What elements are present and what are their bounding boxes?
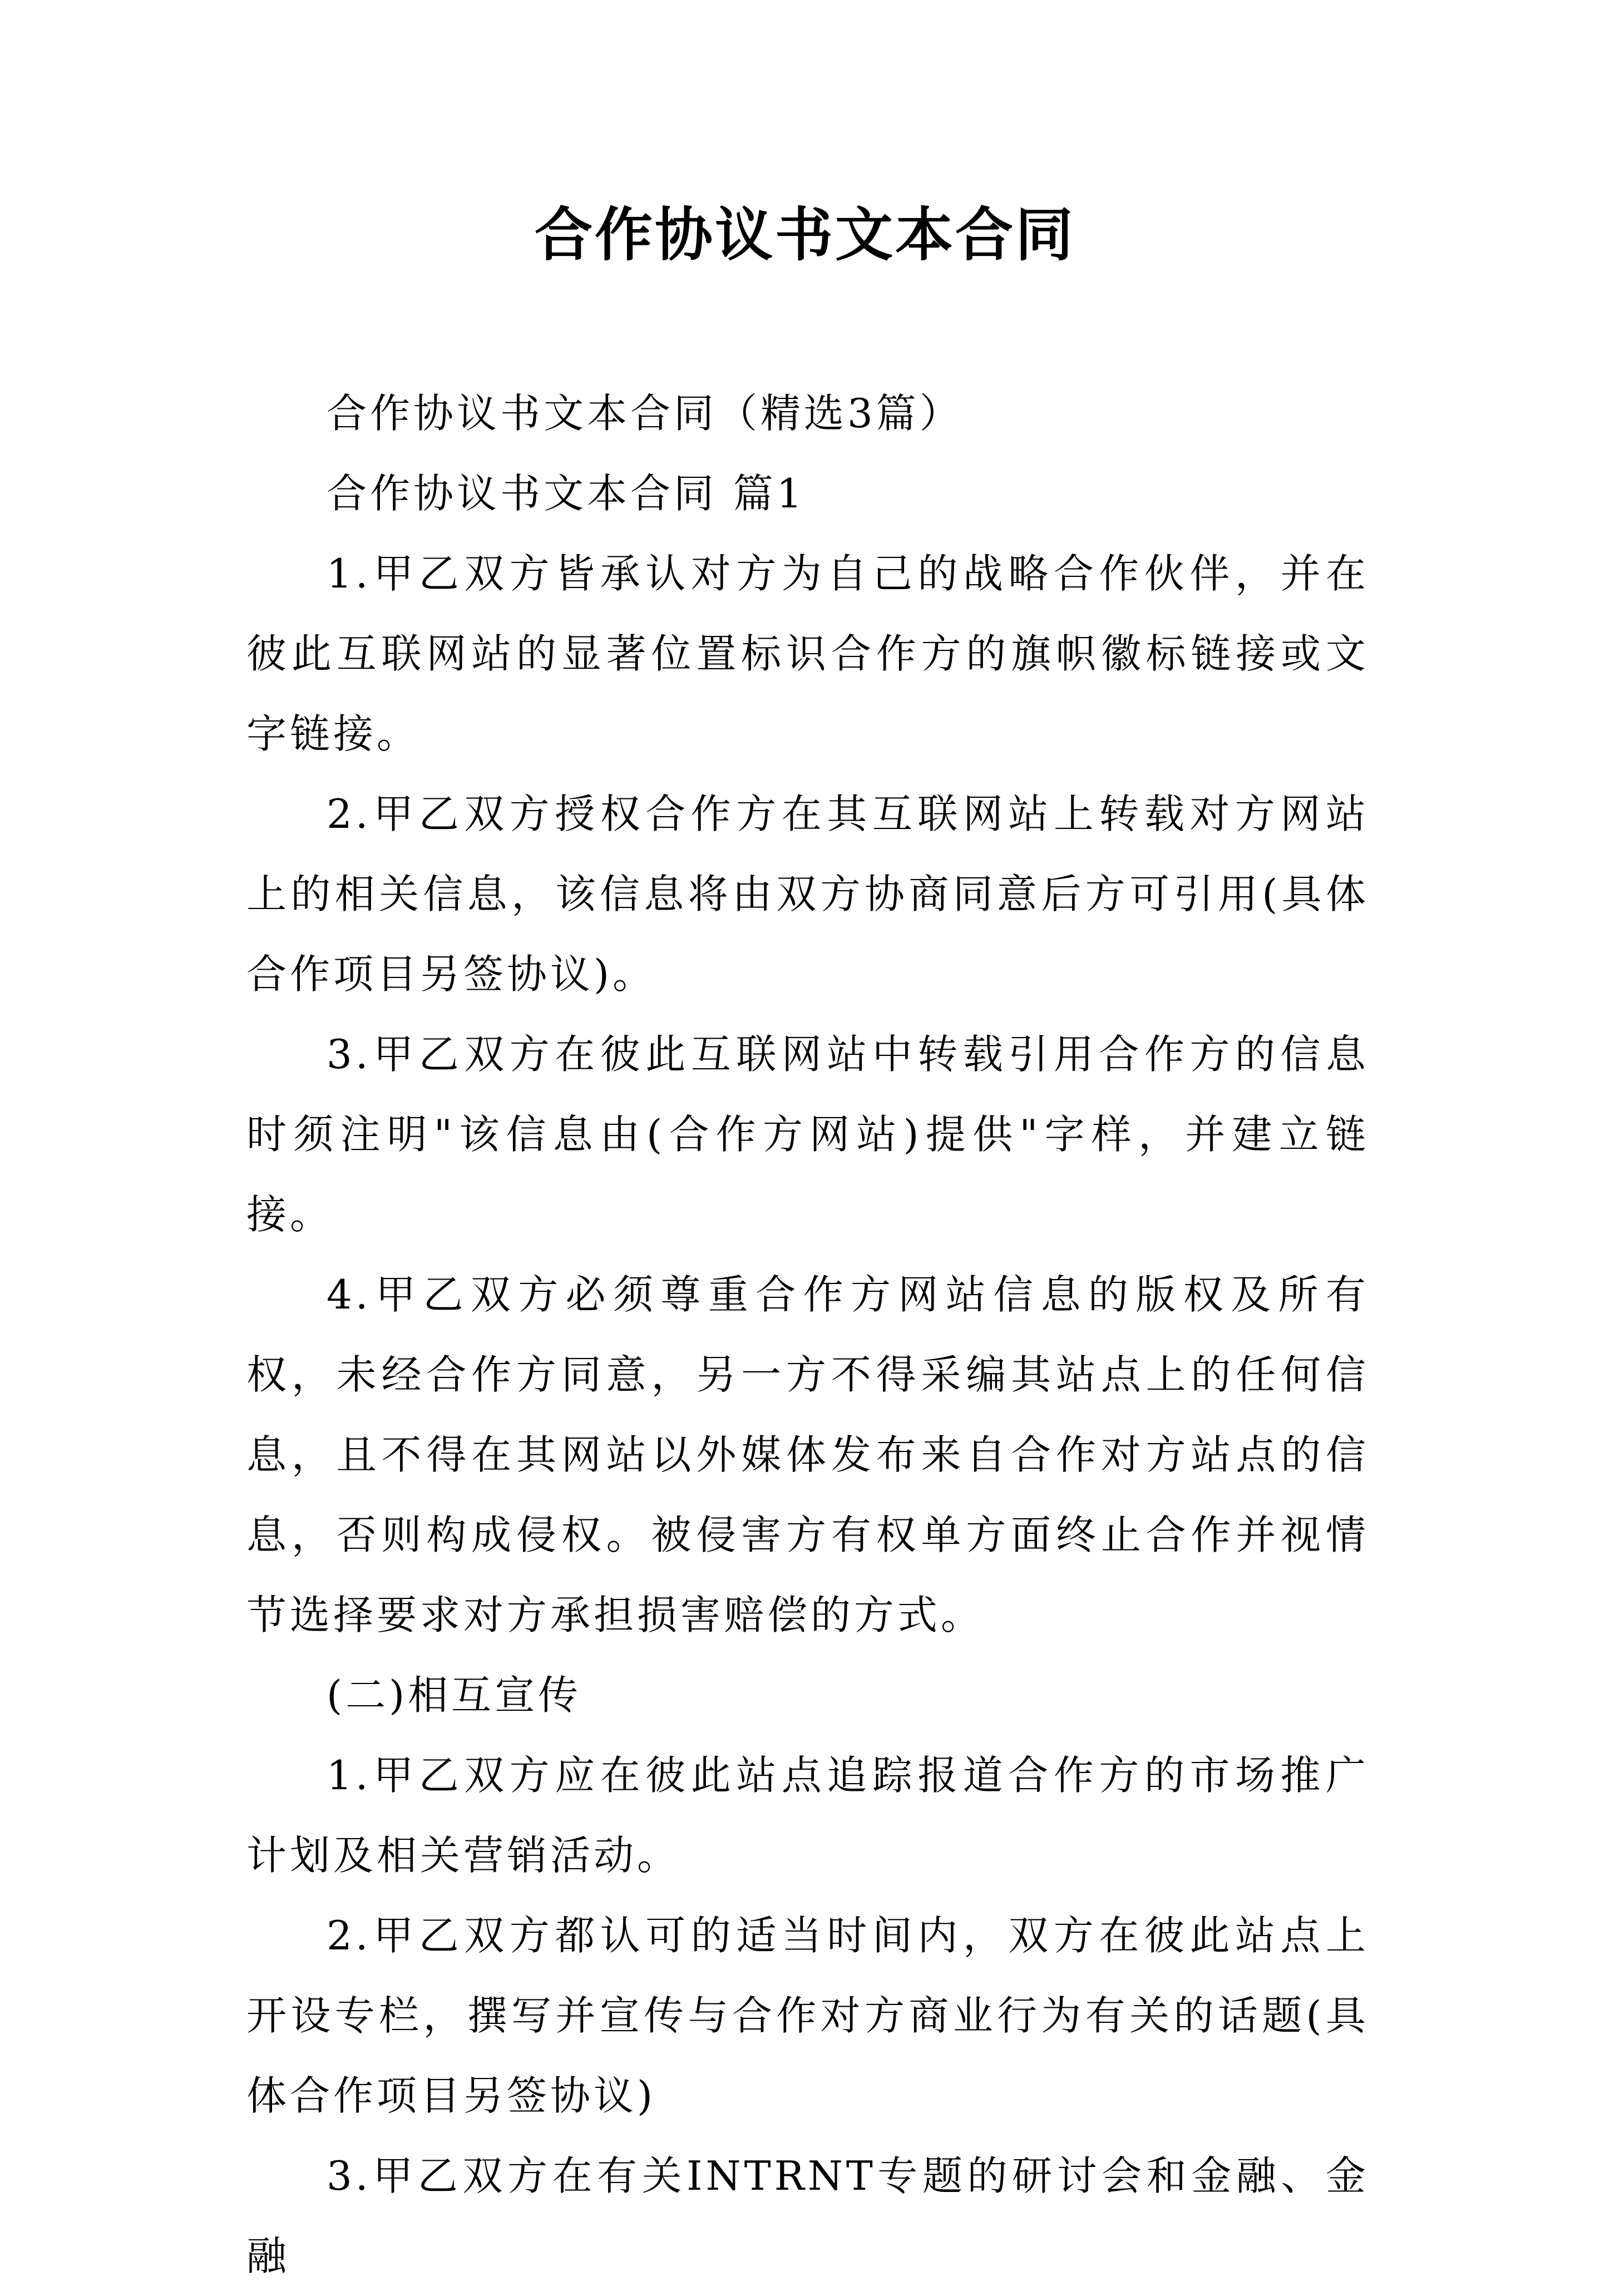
paragraph-subheading: (二)相互宣传 — [327, 1672, 582, 1719]
paragraph-section-heading: 合作协议书文本合同 篇1 — [327, 470, 806, 517]
paragraph-promo-2: 2.甲乙双方都认可的适当时间内，双方在彼此站点上开设专栏，撰写并宣传与合作对方商业行为有关的话题(具体合作项目另签协议) — [246, 1912, 1369, 2119]
paragraph-clause-1: 1.甲乙双方皆承认对方为自己的战略合作伙伴，并在彼此互联网站的显著位置标识合作方的旗帜徽标链接或文字链接。 — [246, 550, 1369, 757]
paragraph-promo-1: 1.甲乙双方应在彼此站点追踪报道合作方的市场推广计划及相关营销活动。 — [246, 1752, 1369, 1879]
paragraph-clause-4: 4.甲乙双方必须尊重合作方网站信息的版权及所有权，未经合作方同意，另一方不得采编其站点上的任何信息，且不得在其网站以外媒体发布来自合作对方站点的信息，否则构成侵权。被侵害方有权单方面终止合作并视情节选择要求对方承担损害赔偿的方式。 — [246, 1271, 1369, 1638]
document-title: 合作协议书文本合同 — [534, 200, 1075, 269]
paragraph-subtitle: 合作协议书文本合同（精选3篇） — [327, 390, 963, 437]
document-body — [246, 373, 1369, 2296]
paragraph-clause-3: 3.甲乙双方在彼此互联网站中转载引用合作方的信息时须注明"该信息由(合作方网站)提供"字样，并建立链接。 — [246, 1031, 1369, 1238]
paragraph-clause-2: 2.甲乙双方授权合作方在其互联网站上转载对方网站上的相关信息，该信息将由双方协商同意后方可引用(具体合作项目另签协议)。 — [246, 791, 1369, 998]
paragraph-promo-3: 3.甲乙双方在有关INTRNT专题的研讨会和金融、金融 — [246, 2152, 1369, 2279]
